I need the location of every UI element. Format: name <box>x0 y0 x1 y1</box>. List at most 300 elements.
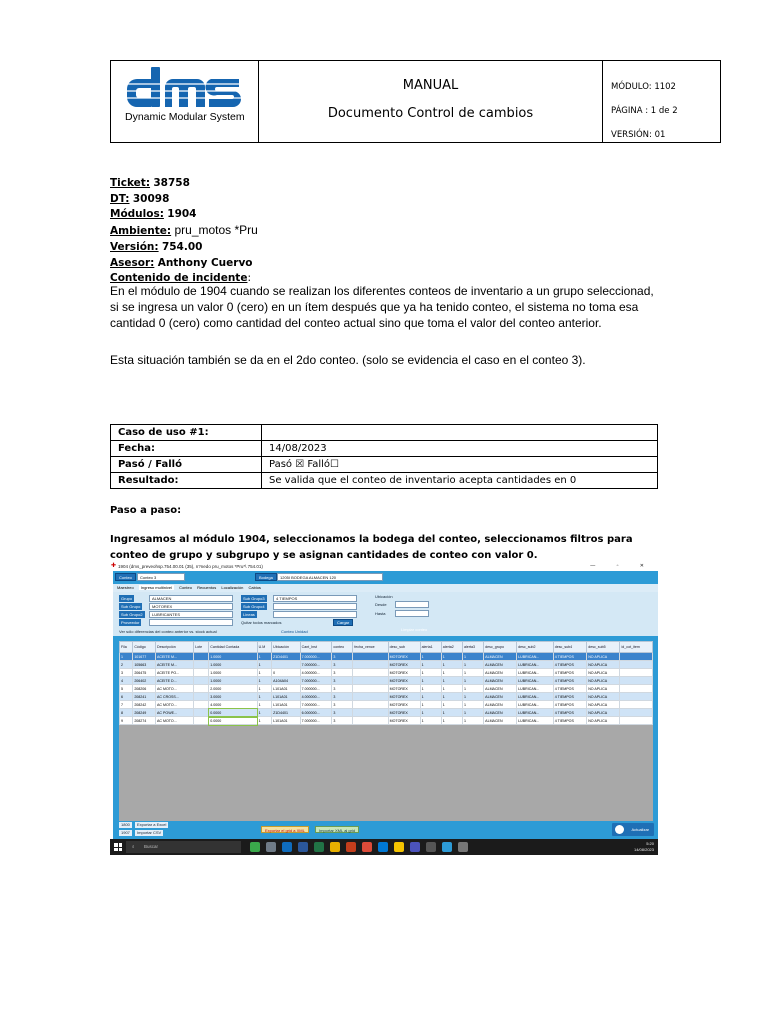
embedded-screenshot <box>110 562 658 855</box>
grid-column-header[interactable]: Descripción <box>156 642 194 653</box>
clock-time: 5:20 <box>646 841 654 846</box>
subgrupo2-label: Sub Grupo2 <box>121 612 143 617</box>
ticket-label: Ticket: <box>110 177 151 189</box>
grid-cell: LUBRICAN... <box>517 669 554 677</box>
case-key: Pasó / Falló <box>111 457 262 473</box>
grid-cell: LUBRICAN... <box>517 693 554 701</box>
top-row <box>113 573 658 582</box>
contenido-label: Contenido de incidente <box>110 272 248 285</box>
grid-cell: 5 <box>120 685 133 693</box>
windows-start-icon[interactable] <box>114 843 122 851</box>
hasta-label: Hasta <box>375 611 386 616</box>
tab-ingreso-multinivel[interactable]: Ingreso multinivel <box>140 585 172 590</box>
grid-cell <box>353 653 388 661</box>
grid-cell: 1 <box>257 677 272 685</box>
tab-cabios[interactable]: Cabios <box>248 585 261 590</box>
grid-row[interactable] <box>120 701 653 709</box>
grid-cell: NO APLICA <box>587 709 620 717</box>
grid-cell: 4 TIEMPOS <box>553 661 586 669</box>
grid-cell: 1 <box>420 653 441 661</box>
grid-cell: NO APLICA <box>587 693 620 701</box>
grid-cell <box>620 709 653 717</box>
grid-cell: 1 <box>420 709 441 717</box>
window-titlebar <box>110 562 658 571</box>
grid-cell: LUBRICAN... <box>517 653 554 661</box>
grid-cell: 3 <box>332 693 353 701</box>
grid-cell: ALMACEN <box>484 685 517 693</box>
grid-cell: 4.000000... <box>300 693 332 701</box>
search-placeholder: Buscar <box>144 844 159 849</box>
clock-date: 14/08/2023 <box>633 847 654 852</box>
grid-cell[interactable]: 2.0000 <box>209 685 257 693</box>
grid-cell <box>620 669 653 677</box>
grid-cell: L101A01 <box>272 685 300 693</box>
count1: 1800 <box>121 822 130 827</box>
notes-icon[interactable] <box>394 842 404 852</box>
grid-cell: 7 <box>120 701 133 709</box>
grid-column-header[interactable]: Cantidad Contada <box>209 642 257 653</box>
dms-logo <box>125 65 243 113</box>
refresh-icon <box>615 825 624 834</box>
grid-column-header[interactable]: id_cot_item <box>620 642 653 653</box>
subgrupo-label: Sub Grupo <box>121 604 141 609</box>
grid-cell: A104A04 <box>272 677 300 685</box>
subgrupo-select[interactable]: MOTOREX <box>149 603 233 610</box>
grid-cell <box>353 709 388 717</box>
grid-cell: 1 <box>441 709 462 717</box>
grid-cell: 4 TIEMPOS <box>553 677 586 685</box>
case-row <box>111 457 658 473</box>
grid-row[interactable] <box>120 653 653 661</box>
grid-cell: AC MOTO... <box>156 717 194 725</box>
grid-cell: MOTOREX <box>388 677 420 685</box>
grid-cell: 1 <box>420 717 441 725</box>
grid-cell: ALMACEN <box>484 701 517 709</box>
grid-column-header[interactable]: Código <box>133 642 156 653</box>
grid-cell: AC CROSS... <box>156 693 194 701</box>
grid-cell <box>620 693 653 701</box>
grid-row[interactable] <box>120 661 653 669</box>
grid-cell: ALMACEN <box>484 693 517 701</box>
grid-cell: NO APLICA <box>587 669 620 677</box>
grid-cell: 1 <box>420 685 441 693</box>
grid-cell: 1 <box>420 701 441 709</box>
quitar-checkbox[interactable]: Quitar todos marcados <box>241 620 282 625</box>
grid-column-header[interactable]: fecha_vence <box>353 642 388 653</box>
ambiente-value: pru_motos *Pru <box>174 223 258 238</box>
case-table <box>110 424 658 489</box>
grid-cell: 3 <box>332 701 353 709</box>
manual-title: MANUAL <box>402 78 459 93</box>
pagina-info: PÁGINA : 1 de 2 <box>611 106 678 116</box>
ver-diferencias-checkbox[interactable]: Ver sólo diferencias del conteo anterior vs. stock actual <box>119 629 217 634</box>
grid-column-header[interactable]: desc_sub5 <box>587 642 620 653</box>
tab-bar <box>113 584 658 592</box>
version-value: 754.00 <box>161 240 203 253</box>
bodega-button[interactable]: Bodega <box>255 573 277 581</box>
grid-cell[interactable]: 0.0000 <box>209 709 257 717</box>
ticket-value: 38758 <box>153 177 190 189</box>
step-text: Ingresamos al módulo 1904, seleccionamos la bodega del conteo, seleccionamos filtros para conteo de grupo y subgrupo y se asignan cantidades de conteo con valor 0. <box>110 534 633 561</box>
grid-cell: 1 <box>441 661 462 669</box>
case-key: Caso de uso #1: <box>111 425 262 441</box>
grid-cell: 1 <box>257 669 272 677</box>
document-header <box>110 60 721 143</box>
grid-cell: 1 <box>257 653 272 661</box>
app-icon[interactable] <box>266 842 276 852</box>
edge-icon[interactable] <box>282 842 292 852</box>
grid-cell: ALMACEN <box>484 653 517 661</box>
grid-column-header[interactable]: Lote <box>194 642 209 653</box>
grid-cell <box>620 717 653 725</box>
grid-cell <box>353 717 388 725</box>
grid-column-header[interactable]: alerta3 <box>462 642 483 653</box>
grid-cell <box>620 685 653 693</box>
grid-cell: 1 <box>462 701 483 709</box>
app4-icon[interactable] <box>458 842 468 852</box>
grid-cell <box>620 661 653 669</box>
case-value: 14/08/2023 <box>262 441 658 457</box>
grid-cell: 4 <box>120 677 133 685</box>
dt-label: DT: <box>110 192 130 205</box>
incident-description: En el módulo de 1904 cuando se realizan los diferentes conteos de inventario a un grupo seleccionad, si se ingresa un valor 0 (cero) en un ítem después que ya ha tenido conteo, el sistema no toma esa cantidad 0 (cero) como cantidad del conteo actual sino que toma el valor del conteo anterior. <box>110 284 654 330</box>
grid-cell: AC MOTO... <box>156 701 194 709</box>
grid-cell: 1 <box>462 717 483 725</box>
grid-column-header[interactable]: Ubicación <box>272 642 300 653</box>
grid-cell: 1 <box>462 685 483 693</box>
case-value: Se valida que el conteo de inventario acepta cantidades en 0 <box>262 473 658 489</box>
grid-cell: L101A01 <box>272 701 300 709</box>
conteo-unidad-link[interactable]: Conteo Unidad <box>281 629 308 634</box>
grid-cell: 1 <box>462 693 483 701</box>
grid-cell: NO APLICA <box>587 717 620 725</box>
system-tray <box>634 841 654 853</box>
case-key: Fecha: <box>111 441 262 457</box>
incident-note: Esta situación también se da en el 2do conteo. (solo se evidencia el caso en el conteo 3). <box>110 353 586 367</box>
grid-cell: 7.000000... <box>300 677 332 685</box>
grid-cell[interactable]: 1.0000 <box>209 661 257 669</box>
grid-cell <box>272 661 300 669</box>
grid-cell <box>194 717 209 725</box>
grid-cell <box>620 653 653 661</box>
grid-cell: 1 <box>257 701 272 709</box>
logo-cell <box>111 61 259 142</box>
desde-label: Desde <box>375 602 387 607</box>
case-row <box>111 425 658 441</box>
grid-header-row <box>120 642 653 653</box>
grid-cell: 1 <box>257 717 272 725</box>
grid-cell <box>353 693 388 701</box>
proveedor-select[interactable] <box>149 619 233 626</box>
grid-cell <box>353 677 388 685</box>
grid-cell: MOTOREX <box>388 701 420 709</box>
grid-cell: 206402 <box>133 677 156 685</box>
grid-cell: 1 <box>257 685 272 693</box>
grid-cell: 1 <box>257 693 272 701</box>
grid-cell <box>194 701 209 709</box>
grid-cell: 105663 <box>133 661 156 669</box>
grid-row[interactable] <box>120 669 653 677</box>
grid-cell: 4 TIEMPOS <box>553 701 586 709</box>
grid-cell[interactable]: 1.0000 <box>209 653 257 661</box>
grid-column-header[interactable]: U.M <box>257 642 272 653</box>
grid-cell: 208241 <box>133 693 156 701</box>
grid-cell: AC MOTO... <box>156 685 194 693</box>
grid-cell: ALMACEN <box>484 709 517 717</box>
grid-cell[interactable]: 1.0000 <box>209 677 257 685</box>
case-key: Resultado: <box>111 473 262 489</box>
grid-cell: 3 <box>332 653 353 661</box>
grid-cell: 1 <box>441 717 462 725</box>
version-label: Versión: <box>110 240 159 253</box>
grid-cell <box>620 701 653 709</box>
grid-cell <box>353 669 388 677</box>
word-icon[interactable] <box>298 842 308 852</box>
desde-input[interactable] <box>395 601 429 608</box>
grid-column-header[interactable]: Cant_Inst <box>300 642 332 653</box>
grid-cell: LUBRICAN... <box>517 685 554 693</box>
footer-bar <box>113 821 658 839</box>
grid-cell[interactable]: 4.0000 <box>209 701 257 709</box>
grupo-label: Grupo <box>121 596 133 601</box>
grid-cell: 208274 <box>133 717 156 725</box>
lineas-label: Lineas <box>243 612 255 617</box>
grid-cell: 3 <box>332 717 353 725</box>
grid-cell: L101A01 <box>272 717 300 725</box>
windows-taskbar <box>110 839 658 855</box>
tab-conteo[interactable]: Conteo <box>179 585 192 590</box>
grid-cell: NO APLICA <box>587 661 620 669</box>
grid-cell: 1 <box>420 677 441 685</box>
window-title: 1904 (dms_preveohsp.754.00.01 (35), n?nedo pru_motos *Pru*\ 754.01) <box>118 564 263 569</box>
grid-cell: 1 <box>462 677 483 685</box>
grid-cell: 1 <box>420 693 441 701</box>
grid-cell: 1 <box>120 653 133 661</box>
grid-cell <box>194 669 209 677</box>
filter-panel <box>113 592 658 636</box>
grid-cell: 7.000000... <box>300 701 332 709</box>
grid-cell <box>194 661 209 669</box>
grid-row[interactable] <box>120 677 653 685</box>
taskbar-search[interactable] <box>126 841 241 853</box>
grid-cell[interactable]: 0.0000 <box>209 717 257 725</box>
proveedor-label: Proveedor <box>121 620 140 625</box>
whatsapp-icon[interactable] <box>250 842 260 852</box>
grupo-select[interactable]: ALMACEN <box>149 595 233 602</box>
grid-cell: 1 <box>257 661 272 669</box>
grid-cell: LUBRICAN... <box>517 661 554 669</box>
grid-cell <box>620 677 653 685</box>
ambiente-label: Ambiente: <box>110 225 172 238</box>
conteo-button[interactable]: Conteo <box>115 573 136 581</box>
grid-cell <box>194 653 209 661</box>
grid-column-header[interactable]: desc_sub4 <box>553 642 586 653</box>
grid-cell: ACEITE M... <box>156 661 194 669</box>
grid-cell <box>194 709 209 717</box>
grid-cell: MOTOREX <box>388 669 420 677</box>
grid-cell: NO APLICA <box>587 653 620 661</box>
app-icon: ✚ <box>111 563 117 569</box>
grid-cell[interactable]: 1.0000 <box>209 669 257 677</box>
grid-cell: 1 <box>441 653 462 661</box>
grid-column-header[interactable]: alerta2 <box>441 642 462 653</box>
subgrupo4-select[interactable] <box>273 603 357 610</box>
grid-row[interactable] <box>120 685 653 693</box>
grid-cell: MOTOREX <box>388 661 420 669</box>
conteo-select[interactable]: Conteo 3 <box>137 573 185 581</box>
version-info: VERSIÓN: 01 <box>611 130 666 140</box>
ubicacion-label: Ubicación <box>375 594 393 599</box>
app2-icon[interactable] <box>426 842 436 852</box>
grid-cell: 3 <box>332 709 353 717</box>
case-row <box>111 441 658 457</box>
grid-cell: 7.000000... <box>300 717 332 725</box>
bodega-select[interactable]: 1205I BODEGA ALMACEN 120 <box>277 573 383 581</box>
grid-cell: 4 TIEMPOS <box>553 693 586 701</box>
grid-row[interactable] <box>120 693 653 701</box>
case-value: Pasó ☒ Falló☐ <box>262 457 658 473</box>
grid-column-header[interactable]: desc_sub2 <box>517 642 554 653</box>
tab-maestreo[interactable]: Maestreo <box>117 585 134 590</box>
actualizar-label: Actualizar <box>631 827 649 832</box>
hasta-input[interactable] <box>395 610 429 617</box>
info-cell <box>603 61 720 142</box>
grid-cell: MOTOREX <box>388 685 420 693</box>
grid-cell: 208206 <box>133 685 156 693</box>
grid-cell: 6.000000... <box>300 709 332 717</box>
grid-cell: 9 <box>120 717 133 725</box>
grid-cell: 4 TIEMPOS <box>553 709 586 717</box>
grid-cell: 1 <box>441 685 462 693</box>
asesor-label: Asesor: <box>110 256 155 269</box>
grid-cell <box>353 701 388 709</box>
grid-cell: 3 <box>332 661 353 669</box>
grid-cell: MOTOREX <box>388 709 420 717</box>
grid-cell: 4.000000... <box>300 669 332 677</box>
grid-cell: 1 <box>462 661 483 669</box>
teams-icon[interactable] <box>410 842 420 852</box>
app-window <box>113 571 658 839</box>
grid-cell: 7.000000... <box>300 661 332 669</box>
tab-localizacion[interactable]: Localización <box>221 585 244 590</box>
modulos-value: 1904 <box>167 208 197 221</box>
grid-column-header[interactable]: Fila <box>120 642 133 653</box>
grid-cell <box>194 685 209 693</box>
grid-cell: 1 <box>420 669 441 677</box>
grid-cell: 7.000000... <box>300 653 332 661</box>
ticket-meta: Ticket: 38758 DT: 30098 Módulos: 1904 Ambiente: pru_motos *Pru Versión: 754.00 Asesor: Anthony Cuervo Contenido de incidente: <box>110 177 258 285</box>
grid-column-header[interactable]: desc_grupo <box>484 642 517 653</box>
grid-cell: 4 TIEMPOS <box>553 653 586 661</box>
grid-cell: L101A01 <box>272 693 300 701</box>
grid-cell: 1 <box>441 693 462 701</box>
grid-cell: 3 <box>120 669 133 677</box>
grid-cell: 4 TIEMPOS <box>553 717 586 725</box>
logo-subtitle: Dynamic Modular System <box>125 111 245 123</box>
window-controls[interactable]: — ▫ ✕ <box>590 563 654 569</box>
grid-cell: 4 TIEMPOS <box>553 669 586 677</box>
modulos-label: Módulos: <box>110 208 164 221</box>
subgrupo4-label: Sub Grupo4 <box>243 604 265 609</box>
excel-icon[interactable] <box>314 842 324 852</box>
grid-column-header[interactable]: alerta1 <box>420 642 441 653</box>
grid-cell: 1 <box>441 677 462 685</box>
grid-row[interactable] <box>120 717 653 725</box>
grid-cell: 4 TIEMPOS <box>553 685 586 693</box>
grid-cell <box>194 693 209 701</box>
export-xml-button[interactable]: Exportar el grid a XML <box>261 826 309 833</box>
grid-cell: ALMACEN <box>484 677 517 685</box>
explorer-icon[interactable] <box>330 842 340 852</box>
import-xml-button[interactable]: Importar XML al grid <box>315 826 359 833</box>
title-cell <box>259 61 603 142</box>
grid-cell[interactable]: 3.0000 <box>209 693 257 701</box>
grid-cell <box>353 661 388 669</box>
count-grid <box>119 641 653 821</box>
grid-cell <box>194 677 209 685</box>
actualizar-button[interactable] <box>612 823 654 836</box>
export-excel-button[interactable]: Exportar a Excel <box>137 822 167 827</box>
case-row <box>111 473 658 489</box>
grid-column-header[interactable]: desc_sub <box>388 642 420 653</box>
grid-cell: LUBRICAN... <box>517 677 554 685</box>
grid-cell: LUBRICAN... <box>517 717 554 725</box>
grid-cell <box>353 685 388 693</box>
grid-cell: 7.000000... <box>300 685 332 693</box>
subgrupo3-label: Sub Grupo3 <box>243 596 265 601</box>
asesor-value: Anthony Cuervo <box>157 256 253 269</box>
grid-cell: 1 <box>257 709 272 717</box>
grid-cell: ACEITE D... <box>156 677 194 685</box>
powerpoint-icon[interactable] <box>346 842 356 852</box>
grid-cell: LUBRICAN... <box>517 709 554 717</box>
modulo-info: MÓDULO: 1102 <box>611 82 676 92</box>
limpiar-conteo-link[interactable]: Limpiar conteo <box>401 627 428 632</box>
grid-cell: NO APLICA <box>587 701 620 709</box>
grid-column-header[interactable]: conteo <box>332 642 353 653</box>
count2: 1907 <box>121 830 130 835</box>
grid-cell: Z1D4401 <box>272 709 300 717</box>
chrome-icon[interactable] <box>362 842 372 852</box>
import-csv-button[interactable]: Importar CSV <box>137 830 162 835</box>
app3-icon[interactable] <box>442 842 452 852</box>
document-title: Documento Control de cambios <box>327 106 534 121</box>
cargar-button[interactable]: Cargar <box>333 619 353 626</box>
subgrupo2-select[interactable]: LUBRICANTES <box>149 611 233 618</box>
grid-cell: 1 <box>420 661 441 669</box>
grid-cell: LUBRICAN... <box>517 701 554 709</box>
grid-cell: 3 <box>332 669 353 677</box>
grid-cell: 8 <box>120 709 133 717</box>
grid-cell: ALMACEN <box>484 661 517 669</box>
grid-cell: 3 <box>332 677 353 685</box>
subgrupo3-select[interactable]: 4 TIEMPOS <box>273 595 357 602</box>
grid-cell: 1 <box>441 701 462 709</box>
grid-cell: MOTOREX <box>388 693 420 701</box>
grid-cell: Z1D4401 <box>272 653 300 661</box>
grid-row[interactable] <box>120 709 653 717</box>
grid-cell: ACEITE PO... <box>156 669 194 677</box>
grid-cell: MOTOREX <box>388 717 420 725</box>
outlook-icon[interactable] <box>378 842 388 852</box>
lineas-select[interactable] <box>273 611 357 618</box>
search-icon: ⌕ <box>132 844 135 849</box>
grid-cell: ALMACEN <box>484 669 517 677</box>
tab-recuentos[interactable]: Recuentos <box>197 585 217 590</box>
grid-cell: MOTOREX <box>388 653 420 661</box>
grid-cell: 206475 <box>133 669 156 677</box>
grid-cell: 1 <box>462 653 483 661</box>
